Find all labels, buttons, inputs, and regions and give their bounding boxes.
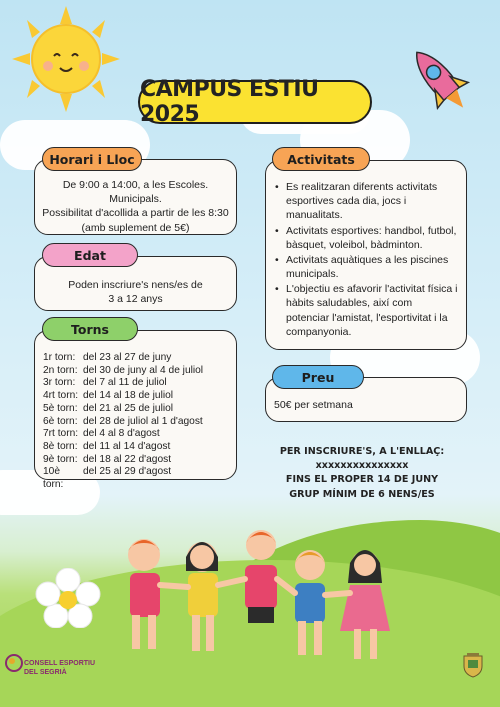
inscripcio-line: FINS EL PROPER 14 DE JUNY [285,474,439,486]
torn-row [43,441,203,454]
torn-number: 6è torn: [43,415,78,427]
edat-heading: Edat [42,243,138,267]
activitat-item: • Es realitzaran diferents activitats esportives cada dia, jocs i manualitats. [272,180,458,223]
torn-row [43,454,203,467]
horari-line: (amb suplement de 5€) [81,221,190,234]
activitat-item: • Activitats esportives: handbol, futbol, bàsquet, voleibol, bàdminton. [272,224,458,252]
preu-text: 50€ per setmana [274,399,353,411]
torn-dates: del 7 al 11 de juliol [83,377,167,389]
activitat-item: • Activitats aquàtiques a les piscines municipals. [272,253,458,281]
logo-text [24,659,95,677]
torn-dates: del 23 al 27 de juny [83,352,172,363]
town-crest-icon [462,652,484,678]
inscripcio-link[interactable]: xxxxxxxxxxxxxxx [315,460,409,472]
horari-line: Possibilitat d'acollida a partir de les 8:30 [42,207,229,220]
torn-dates: del 28 de juliol al 1 d'agost [83,415,203,427]
torn-dates: del 25 al 29 d'agost [83,466,172,478]
torn-row [43,352,203,365]
torn-dates: del 18 al 22 d'agost [83,453,172,465]
torn-row [43,466,203,491]
torn-number: 7rt torn: [43,428,79,440]
torn-dates: del 30 de juny al 4 de juliol [83,364,204,376]
torn-row [43,428,203,441]
flower-illustration [32,568,104,628]
torn-row [43,390,203,403]
logo-line: DEL SEGRIÀ [24,669,67,676]
torns-card [34,330,237,491]
rocket-illustration [400,40,480,120]
edat-line: Poden inscriure's nens/es de [68,279,203,291]
torn-number: 2n torn: [43,364,78,376]
torns-list [43,352,203,492]
torn-number: 10è torn: [43,466,64,491]
torn-number: 3r torn: [43,377,76,389]
inscripcio-block [262,445,462,502]
preu-heading: Preu [272,365,364,389]
torn-row [43,416,203,429]
torn-number: 4rt torn: [43,390,79,402]
torn-row [43,403,203,416]
torn-number: 1r torn: [43,352,76,363]
torn-number: 8è torn: [43,440,78,452]
torn-number: 5è torn: [43,402,78,414]
page-title: CAMPUS ESTIU 2025 [138,80,372,124]
torn-dates: del 14 al 18 de juliol [83,390,174,402]
torn-number: 9è torn: [43,453,78,465]
torn-dates: del 4 al 8 d'agost [83,428,160,440]
activitat-item: • L'objectiu es afavorir l'activitat física i hàbits saludables, així com potenciar l'amistat, l'esportivitat i la companyonia. [272,282,458,339]
inscripcio-line: GRUP MÍNIM DE 6 NENS/ES [289,488,435,500]
activitats-card [265,160,467,350]
logo-line: CONSELL ESPORTIU [24,660,96,667]
activitats-heading: Activitats [272,147,370,171]
edat-line: 3 a 12 anys [108,293,163,306]
consell-esportiu-logo [4,652,24,674]
torns-heading: Torns [42,317,138,341]
horari-heading: Horari i Lloc [42,147,142,171]
torn-dates: del 11 al 14 d'agost [83,440,171,452]
horari-line: De 9:00 a 14:00, a les Escoles. [62,179,209,191]
torn-row [43,365,203,378]
torn-dates: del 21 al 25 de juliol [83,402,174,414]
inscripcio-line: PER INSCRIURE'S, A L'ENLLAÇ: [279,446,445,457]
horari-line: Municipals. [109,193,162,206]
children-playing-illustration [110,515,430,685]
torn-row [43,377,203,390]
sun-illustration [2,6,130,116]
